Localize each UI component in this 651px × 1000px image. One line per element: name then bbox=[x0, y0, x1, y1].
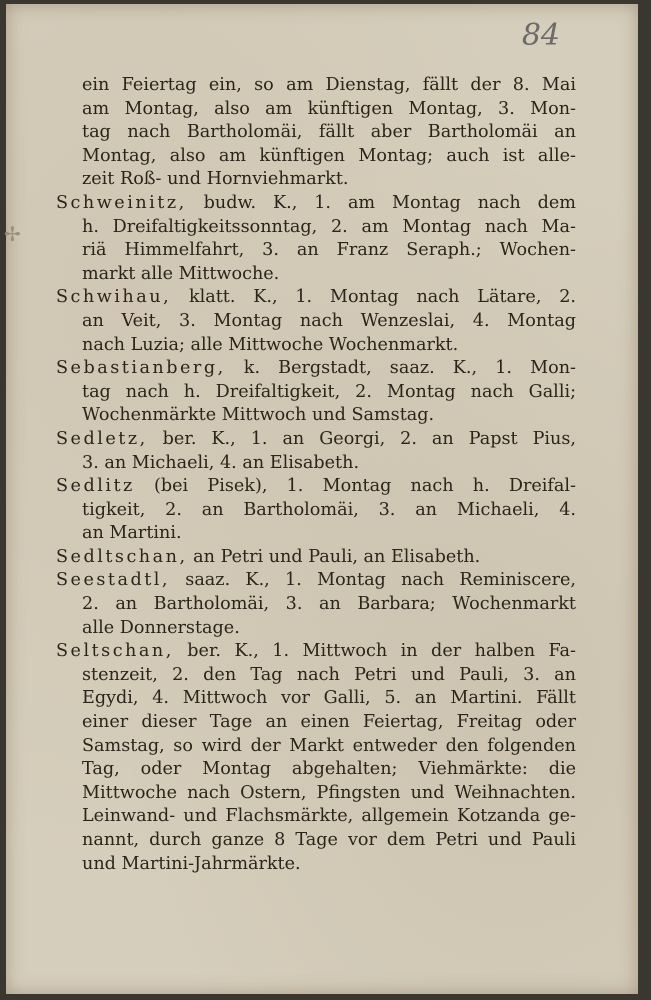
book-page bbox=[6, 4, 638, 994]
place-name: Sedlitz bbox=[56, 476, 135, 497]
text-line bbox=[56, 782, 576, 806]
line-text: ber. K., 1. Mittwoch in der halben Fa- bbox=[173, 641, 576, 662]
text-line bbox=[56, 593, 576, 617]
place-name: Seestadtl, bbox=[56, 570, 171, 591]
text-line bbox=[56, 475, 576, 499]
text-line bbox=[56, 687, 576, 711]
line-text: am Montag, also am künftigen Montag, 3. Mon- bbox=[82, 98, 576, 119]
line-text: budw. K., 1. am Montag nach dem bbox=[186, 192, 576, 213]
line-text: ein Feiertag ein, so am Dienstag, fällt der 8. Mai bbox=[82, 75, 576, 95]
text-line bbox=[56, 640, 576, 664]
line-text: 2. an Bartholomäi, 3. an Barbara; Wochenmarkt bbox=[82, 594, 576, 615]
text-line bbox=[56, 522, 576, 546]
line-text: zeit Roß- und Hornviehmarkt. bbox=[82, 169, 349, 190]
line-text: k. Bergstadt, saaz. K., 1. Mon- bbox=[225, 358, 576, 379]
line-text: klatt. K., 1. Montag nach Lätare, 2. bbox=[171, 287, 576, 308]
line-text: (bei Pisek), 1. Montag nach h. Dreifal- bbox=[134, 476, 576, 497]
text-line bbox=[56, 381, 576, 405]
line-text: und Martini-Jahrmärkte. bbox=[82, 853, 301, 874]
text-line bbox=[56, 853, 576, 877]
line-text: markt alle Mittwoche. bbox=[82, 263, 280, 284]
text-line bbox=[56, 263, 576, 287]
text-line bbox=[56, 357, 576, 381]
text-line bbox=[56, 664, 576, 688]
line-text: tag nach h. Dreifaltigkeit, 2. Montag nach Galli; bbox=[82, 381, 576, 402]
text-line bbox=[56, 499, 576, 523]
text-line bbox=[56, 334, 576, 358]
text-line bbox=[56, 216, 576, 240]
place-name: Sebastianberg, bbox=[56, 358, 226, 379]
text-line bbox=[56, 310, 576, 334]
line-text: an Veit, 3. Montag nach Wenzeslai, 4. Montag bbox=[82, 310, 576, 331]
line-text: Leinwand- und Flachsmärkte, allgemein Kotzanda ge- bbox=[82, 806, 576, 827]
line-text: tigkeit, 2. an Bartholomäi, 3. an Michaeli, 4. bbox=[82, 499, 576, 520]
line-text: alle Donnerstage. bbox=[82, 617, 240, 638]
place-name: Schwihau, bbox=[56, 287, 172, 308]
text-line bbox=[56, 428, 576, 452]
line-text: Montag, also am künftigen Montag; auch ist alle- bbox=[82, 145, 576, 166]
line-text: tag nach Bartholomäi, fällt aber Bartholomäi an bbox=[82, 122, 576, 143]
place-name: Schweinitz, bbox=[56, 192, 187, 213]
place-name: Seltschan, bbox=[56, 641, 174, 662]
text-line bbox=[56, 452, 576, 476]
line-text: ber. K., 1. an Georgi, 2. an Papst Pius, bbox=[147, 428, 576, 449]
line-text: saaz. K., 1. Montag nach Reminiscere, bbox=[170, 570, 576, 591]
text-line bbox=[56, 98, 576, 122]
line-text: h. Dreifaltigkeitssonntag, 2. am Montag nach Ma- bbox=[82, 216, 576, 237]
place-name: Sedltschan, bbox=[56, 546, 188, 567]
text-line bbox=[56, 711, 576, 735]
text-line bbox=[56, 121, 576, 145]
line-text: Tag, oder Montag abgehalten; Viehmärkte: die bbox=[82, 759, 576, 780]
binding-mark-icon: ✢ bbox=[4, 222, 21, 246]
line-text: Samstag, so wird der Markt entweder den folgenden bbox=[82, 735, 576, 756]
text-line bbox=[56, 74, 576, 98]
line-text: 3. an Michaeli, 4. an Elisabeth. bbox=[82, 452, 360, 473]
text-line bbox=[56, 145, 576, 169]
line-text: einer dieser Tage an einen Feiertag, Freitag oder bbox=[82, 712, 576, 733]
text-line bbox=[56, 239, 576, 263]
line-text: nach Luzia; alle Mittwoche Wochenmarkt. bbox=[82, 334, 459, 355]
line-text: stenzeit, 2. den Tag nach Petri und Pauli, 3. an bbox=[82, 664, 576, 685]
line-text: nannt, durch ganze 8 Tage vor dem Petri und Pauli bbox=[82, 830, 576, 850]
page-text bbox=[56, 74, 576, 876]
line-text: an Petri und Pauli, an Elisabeth. bbox=[187, 546, 481, 567]
text-line bbox=[56, 286, 576, 310]
text-line bbox=[56, 758, 576, 782]
line-text: riä Himmelfahrt, 3. an Franz Seraph.; Wochen- bbox=[82, 240, 576, 261]
text-line bbox=[56, 404, 576, 428]
page-number: 84 bbox=[521, 18, 560, 53]
text-line bbox=[56, 617, 576, 641]
text-line bbox=[56, 805, 576, 829]
text-line bbox=[56, 192, 576, 216]
line-text: Mittwoche nach Ostern, Pfingsten und Weihnachten. bbox=[82, 782, 576, 803]
text-line bbox=[56, 546, 576, 570]
line-text: Wochenmärkte Mittwoch und Samstag. bbox=[82, 405, 435, 426]
text-line bbox=[56, 829, 576, 853]
line-text: an Martini. bbox=[82, 523, 182, 544]
text-line bbox=[56, 735, 576, 759]
text-line bbox=[56, 569, 576, 593]
text-line bbox=[56, 168, 576, 192]
place-name: Sedletz, bbox=[56, 428, 148, 449]
line-text: Egydi, 4. Mittwoch vor Galli, 5. an Martini. Fällt bbox=[82, 688, 576, 709]
